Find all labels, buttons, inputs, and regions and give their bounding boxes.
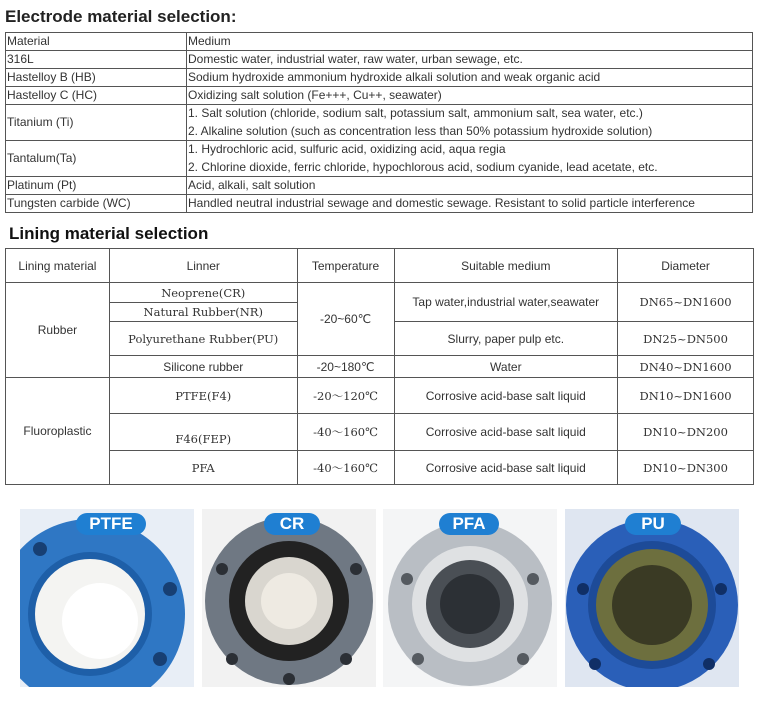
medium-line: 1. Hydrochloric acid, sulfuric acid, oxidizing acid, aqua regia: [188, 142, 506, 156]
photo-pu: [565, 509, 739, 687]
group-rubber: Rubber: [6, 283, 110, 378]
lining-material-table: [5, 248, 754, 485]
diameter-cell: DN10~DN300: [618, 451, 754, 485]
medium-cell: Acid, alkali, salt solution: [187, 177, 753, 195]
medium-cell: Sodium hydroxide ammonium hydroxide alkali solution and weak organic acid: [187, 69, 753, 87]
table-row: [6, 141, 753, 177]
photo-label: PU: [625, 513, 681, 535]
table-row: [6, 451, 754, 485]
material-cell: Hastelloy C (HC): [6, 87, 187, 105]
photo-ptfe: [20, 509, 194, 687]
material-cell: 316L: [6, 51, 187, 69]
lining-section-title: Lining material selection: [9, 224, 209, 243]
lining-photo-strip: [20, 509, 740, 687]
table-row: [6, 105, 753, 141]
table-row: [6, 195, 753, 213]
table-header-row: [6, 33, 753, 51]
header-lining-material: Lining material: [6, 249, 110, 283]
medium-cell: Water: [394, 356, 618, 378]
table-row: [6, 414, 754, 451]
table-row: [6, 177, 753, 195]
pu-lined-flange-icon: [565, 509, 739, 687]
medium-cell: [187, 141, 753, 177]
header-diameter: Diameter: [618, 249, 754, 283]
temperature-cell: -20～120℃: [297, 378, 394, 414]
liner-cell: PFA: [109, 451, 297, 485]
medium-line: 2. Chlorine dioxide, ferric chloride, hypochlorous acid, sodium cyanide, lead acetate, etc.: [188, 159, 658, 174]
medium-cell: Corrosive acid-base salt liquid: [394, 451, 618, 485]
material-cell: Titanium (Ti): [6, 105, 187, 141]
medium-line: 1. Salt solution (chloride, sodium salt, potassium salt, ammonium salt, sea water, etc.): [188, 106, 643, 120]
temperature-cell: -40～160℃: [297, 451, 394, 485]
electrode-section-title: Electrode material selection:: [5, 7, 237, 26]
liner-cell: Neoprene(CR): [109, 283, 297, 303]
table-row: [6, 51, 753, 69]
diameter-cell: DN10~DN200: [618, 414, 754, 451]
table-row: [6, 378, 754, 414]
table-row: [6, 356, 754, 378]
diameter-cell: DN65~DN1600: [618, 283, 754, 322]
photo-pfa: [383, 509, 557, 687]
medium-cell: Slurry, paper pulp etc.: [394, 322, 618, 356]
material-cell: Hastelloy B (HB): [6, 69, 187, 87]
diameter-cell: DN40~DN1600: [618, 356, 754, 378]
liner-cell: Polyurethane Rubber(PU): [109, 322, 297, 356]
medium-cell: Corrosive acid-base salt liquid: [394, 414, 618, 451]
medium-cell: Corrosive acid-base salt liquid: [394, 378, 618, 414]
table-row: [6, 69, 753, 87]
medium-cell: [187, 105, 753, 141]
table-row: [6, 283, 754, 303]
header-medium: Suitable medium: [394, 249, 618, 283]
pfa-lined-flange-icon: [383, 509, 557, 687]
header-liner: Linner: [109, 249, 297, 283]
cr-lined-flange-icon: [202, 509, 376, 687]
temperature-cell: -40～160℃: [297, 414, 394, 451]
photo-label: CR: [264, 513, 320, 535]
diameter-cell: DN10~DN1600: [618, 378, 754, 414]
header-material: Material: [6, 33, 187, 51]
table-row: [6, 87, 753, 105]
electrode-material-table: [5, 32, 753, 213]
material-cell: Platinum (Pt): [6, 177, 187, 195]
ptfe-lined-flange-icon: [20, 509, 194, 687]
photo-label: PFA: [439, 513, 499, 535]
material-cell: Tantalum(Ta): [6, 141, 187, 177]
table-header-row: [6, 249, 754, 283]
liner-cell: F46(FEP): [109, 414, 297, 451]
medium-cell: Handled neutral industrial sewage and domestic sewage. Resistant to solid particle interference: [187, 195, 753, 213]
temperature-cell: -20~60℃: [297, 283, 394, 356]
material-cell: Tungsten carbide (WC): [6, 195, 187, 213]
liner-cell: Natural Rubber(NR): [109, 303, 297, 322]
photo-cr: [202, 509, 376, 687]
medium-cell: Oxidizing salt solution (Fe+++, Cu++, seawater): [187, 87, 753, 105]
photo-label: PTFE: [76, 513, 146, 535]
group-fluoroplastic: Fluoroplastic: [6, 378, 110, 485]
diameter-cell: DN25~DN500: [618, 322, 754, 356]
temperature-cell: -20~180℃: [297, 356, 394, 378]
medium-line: 2. Alkaline solution (such as concentration less than 50% potassium hydroxide solution): [188, 123, 653, 138]
medium-cell: Tap water,industrial water,seawater: [394, 283, 618, 322]
liner-cell: PTFE(F4): [109, 378, 297, 414]
liner-cell: Silicone rubber: [109, 356, 297, 378]
medium-cell: Domestic water, industrial water, raw water, urban sewage, etc.: [187, 51, 753, 69]
header-medium: Medium: [187, 33, 753, 51]
header-temperature: Temperature: [297, 249, 394, 283]
